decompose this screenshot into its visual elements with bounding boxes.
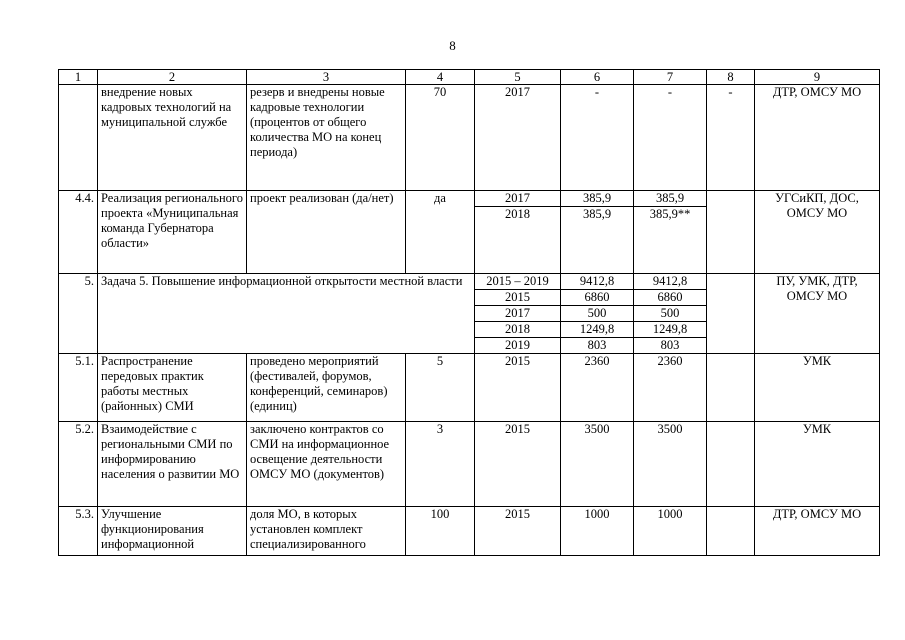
measure-name: Реализация регионального проекта «Муниципальная команда Губернатора области» bbox=[98, 191, 247, 274]
cost-cell: 3500 bbox=[561, 422, 634, 507]
cost-cell: - bbox=[561, 85, 634, 191]
executor-cell: УМК bbox=[755, 354, 880, 422]
column-header: 6 bbox=[561, 70, 634, 85]
column-header: 2 bbox=[98, 70, 247, 85]
table-row bbox=[59, 191, 880, 207]
year-cell: 2015 bbox=[475, 422, 561, 507]
executor-cell: ДТР, ОМСУ МО bbox=[755, 85, 880, 191]
cost-cell: 9412,8 bbox=[634, 274, 707, 290]
empty-cell bbox=[707, 507, 755, 556]
column-header: 8 bbox=[707, 70, 755, 85]
cost-cell: 803 bbox=[634, 338, 707, 354]
cost-cell: - bbox=[707, 85, 755, 191]
cost-cell: 385,9** bbox=[634, 207, 707, 274]
row-number: 5. bbox=[59, 274, 98, 354]
measure-name: внедрение новых кадровых технологий на муниципальной службе bbox=[98, 85, 247, 191]
year-cell: 2015 bbox=[475, 507, 561, 556]
cost-cell: 6860 bbox=[561, 290, 634, 306]
year-cell: 2015 – 2019 bbox=[475, 274, 561, 290]
column-header: 5 bbox=[475, 70, 561, 85]
indicator-text: резерв и внедрены новые кадровые технологии (процентов от общего количества МО на конец периода) bbox=[247, 85, 406, 191]
target-value: 70 bbox=[406, 85, 475, 191]
year-cell: 2015 bbox=[475, 354, 561, 422]
indicator-text: доля МО, в которых установлен комплект специализированного bbox=[247, 507, 406, 556]
cost-cell: 9412,8 bbox=[561, 274, 634, 290]
year-cell: 2017 bbox=[475, 191, 561, 207]
empty-cell bbox=[707, 274, 755, 354]
table-row bbox=[59, 274, 880, 290]
empty-cell bbox=[707, 354, 755, 422]
year-cell: 2017 bbox=[475, 85, 561, 191]
row-number bbox=[59, 85, 98, 191]
indicator-text: заключено контрактов со СМИ на информационное освещение деятельности ОМСУ МО (документов) bbox=[247, 422, 406, 507]
year-cell: 2015 bbox=[475, 290, 561, 306]
target-value: 5 bbox=[406, 354, 475, 422]
year-cell: 2019 bbox=[475, 338, 561, 354]
cost-cell: 803 bbox=[561, 338, 634, 354]
page-number: 8 bbox=[449, 38, 456, 53]
column-header: 9 bbox=[755, 70, 880, 85]
table-row bbox=[59, 422, 880, 507]
cost-cell: 2360 bbox=[634, 354, 707, 422]
indicator-text: проведено мероприятий (фестивалей, форумов, конференций, семинаров) (единиц) bbox=[247, 354, 406, 422]
column-header: 7 bbox=[634, 70, 707, 85]
cost-cell: 2360 bbox=[561, 354, 634, 422]
table-row bbox=[59, 354, 880, 422]
year-cell: 2017 bbox=[475, 306, 561, 322]
cost-cell: 385,9 bbox=[634, 191, 707, 207]
measure-name: Улучшение функционирования информационной bbox=[98, 507, 247, 556]
cost-cell: 3500 bbox=[634, 422, 707, 507]
column-header: 3 bbox=[247, 70, 406, 85]
target-value: да bbox=[406, 191, 475, 274]
column-header: 1 bbox=[59, 70, 98, 85]
cost-cell: 385,9 bbox=[561, 191, 634, 207]
cost-cell: 500 bbox=[561, 306, 634, 322]
task-title: Задача 5. Повышение информационной открытости местной власти bbox=[98, 274, 475, 354]
measure-name: Взаимодействие с региональными СМИ по информированию населения о развитии МО bbox=[98, 422, 247, 507]
empty-cell bbox=[707, 191, 755, 207]
cost-cell: 6860 bbox=[634, 290, 707, 306]
empty-cell bbox=[707, 207, 755, 274]
cost-cell: 1249,8 bbox=[634, 322, 707, 338]
executor-cell: УГСиКП, ДОС, ОМСУ МО bbox=[755, 191, 880, 274]
program-table bbox=[58, 69, 880, 556]
year-cell: 2018 bbox=[475, 207, 561, 274]
target-value: 100 bbox=[406, 507, 475, 556]
executor-cell: ДТР, ОМСУ МО bbox=[755, 507, 880, 556]
executor-cell: УМК bbox=[755, 422, 880, 507]
target-value: 3 bbox=[406, 422, 475, 507]
row-number: 5.1. bbox=[59, 354, 98, 422]
row-number: 5.2. bbox=[59, 422, 98, 507]
cost-cell: 500 bbox=[634, 306, 707, 322]
cost-cell: 1249,8 bbox=[561, 322, 634, 338]
empty-cell bbox=[707, 422, 755, 507]
cost-cell: 1000 bbox=[561, 507, 634, 556]
cost-cell: - bbox=[634, 85, 707, 191]
table-row bbox=[59, 507, 880, 556]
indicator-text: проект реализован (да/нет) bbox=[247, 191, 406, 274]
cost-cell: 385,9 bbox=[561, 207, 634, 274]
year-cell: 2018 bbox=[475, 322, 561, 338]
row-number: 5.3. bbox=[59, 507, 98, 556]
column-header: 4 bbox=[406, 70, 475, 85]
column-number-row bbox=[59, 70, 880, 85]
executor-cell: ПУ, УМК, ДТР, ОМСУ МО bbox=[755, 274, 880, 354]
row-number: 4.4. bbox=[59, 191, 98, 274]
cost-cell: 1000 bbox=[634, 507, 707, 556]
measure-name: Распространение передовых практик работы местных (районных) СМИ bbox=[98, 354, 247, 422]
table-row bbox=[59, 85, 880, 191]
